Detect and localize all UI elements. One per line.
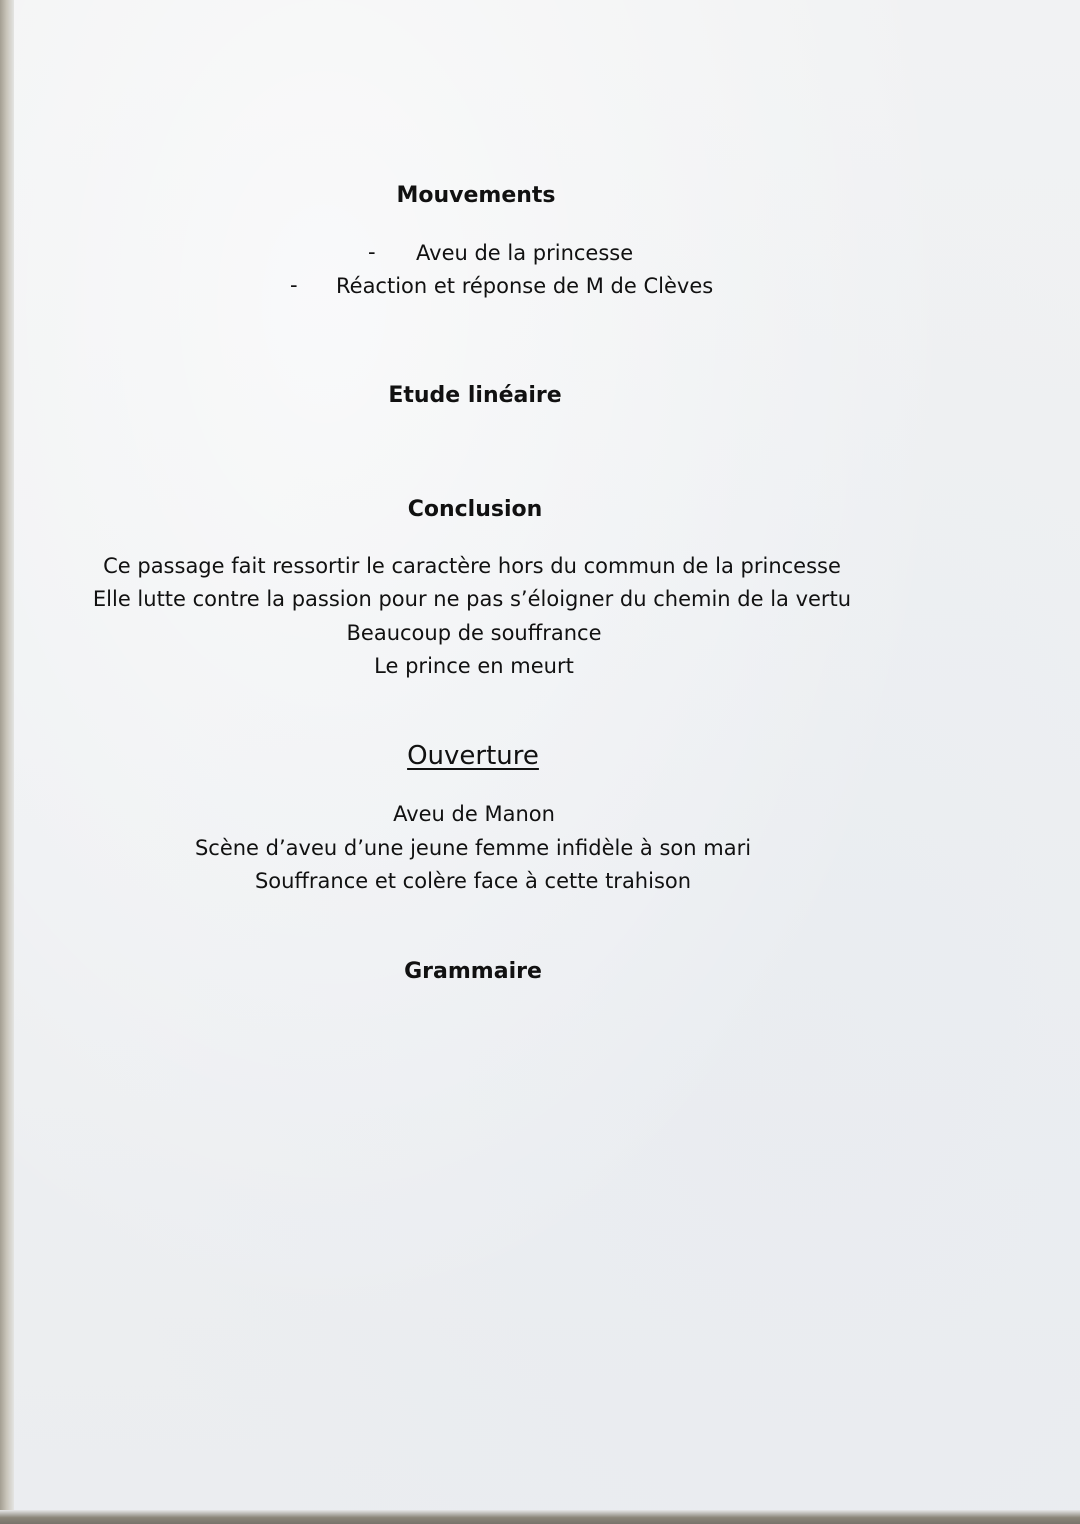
conclusion-line: Elle lutte contre la passion pour ne pas s’éloigner du chemin de la vertu [92,587,852,611]
ouverture-heading: Ouverture [407,741,539,771]
conclusion-line: Beaucoup de souffrance [346,621,602,645]
grammaire-heading: Grammaire [404,959,542,984]
conclusion-line: Le prince en meurt [374,654,574,678]
mouvement-item: Réaction et réponse de M de Clèves [336,274,714,298]
ouverture-line: Souffrance et colère face à cette trahison [254,869,692,893]
ouverture-line: Aveu de Manon [393,802,555,826]
paper-left-edge [0,0,14,1524]
ouverture-line: Scène d’aveu d’une jeune femme infidèle à son mari [194,836,752,860]
etude-lineaire-heading: Etude linéaire [388,383,562,408]
mouvement-item: Aveu de la princesse [416,241,634,265]
bullet-dash: - [290,273,298,297]
conclusion-line: Ce passage fait ressortir le caractère hors du commun de la princesse [103,554,841,578]
paper-bottom-edge [0,1510,1080,1524]
conclusion-heading: Conclusion [407,497,543,522]
mouvements-heading: Mouvements [396,183,556,208]
bullet-dash: - [368,240,376,264]
